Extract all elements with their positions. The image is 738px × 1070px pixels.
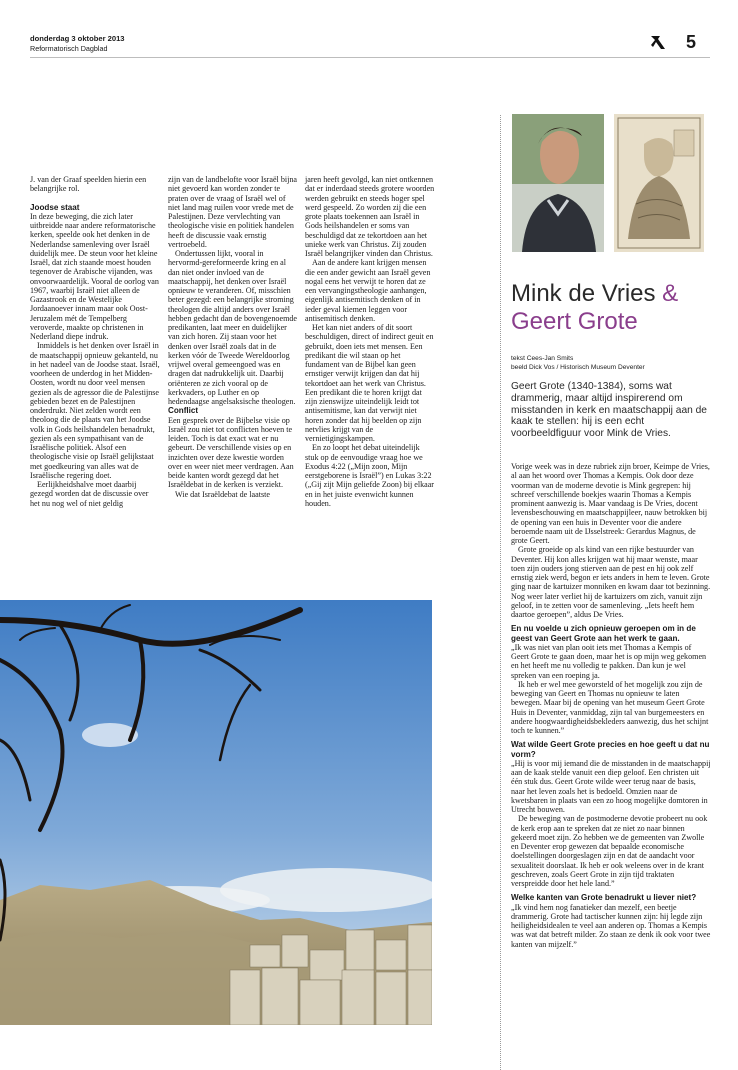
issue-date: donderdag 3 oktober 2013 [30, 34, 125, 43]
title-name-1: Mink de Vries [511, 280, 656, 307]
paragraph: Eerlijkheidshalve moet daarbij gezegd worden dat de discussie over het nu nog wel of niet geldig [30, 480, 149, 508]
interview-answer: „Ik was niet van plan ooit iets met Thomas a Kempis of Geert Grote te gaan doen, maar het is op mijn weg gekomen en het heeft me nu volledig te pakken. Dan kun je wel spreken van een roeping ja. [511, 642, 707, 680]
paragraph: jaren heeft gevolgd, kan niet ontkennen dat er inderdaad steeds grotere woorden werden gebruikt en steeds hoger spel werd gespeeld. Zo worden zij die een grote plaats toekennen aan Israël in Gods heilshandelen er soms van beschuldigd dat ze tekortdoen aan het unieke werk van Christus. Zij zouden Israël belangrijker vinden dan Christus. [305, 175, 435, 258]
subheading-conflict: Conflict [168, 406, 199, 416]
paragraph: In deze beweging, die zich later uitbreidde naar andere reformatorische kerken, speelde ook het denken in de Nederlandse samenleving over Israël duidelijk mee. De steun voor het kleine Israël, dat zich staande moest houden tegenover de Arabische vijanden, was onvoorwaardelijk. Vooral de oorlog van 1967, waarbij Israël niet alleen de Gazastrook en de Westelijke Jordaanoever innam maar ook Oost-Jeruzalem mét de Tempelberg veroverde, maakte op christenen in Nederland diepe indruk. [30, 211, 159, 341]
subheading-joodse-staat: Joodse staat [30, 202, 80, 212]
interview-question: Wat wilde Geert Grote precies en hoe geeft u dat nu vorm? [511, 740, 710, 759]
paragraph: En zo loopt het debat uiteindelijk stuk op de eenvoudige vraag hoe we Exodus 4:22 („Mijn zoon, Mijn eerstgeborene is Israël”) en Lukas 3:22 („Gij zijt Mijn geliefde Zoon) bij elkaar en in het juiste evenwicht kunnen houden. [305, 443, 435, 508]
paragraph: Grote groeide op als kind van een rijke bestuurder van Deventer. Hij kon alles krijgen wat hij maar wenste, maar toen zijn ouders jong stierven aan de pest en hij ook zelf ernstig ziek werd, begon er iets anders in hem te leven. Grote ging naar de kartuizer monniken en kwam daar tot bezinning. Nog weer later verliet hij de kartuizers om zich, vanuit zijn geloof, in te zetten voor de samenleving. „Iets heeft hem daartoe geroepen”, aldus De Vries. [511, 545, 711, 619]
interview-answer: De beweging van de postmoderne devotie probeert nu ook de kerk erop aan te spreken dat ze niet zo naar binnen gekeerd moet zijn. Zo hebben we de gemeenten van Zwolle en Deventer erop gewezen dat bepaalde economische doelstellingen doorgeslagen zijn en dat de aandacht voor sexualiteit doorslaat. Ik heb er ook weleens over in de krant geschreven, zoals Geert Grote in zijn tijd traktaten verspreidde door het hele land.” [511, 814, 708, 888]
paragraph: zijn van de landbelofte voor Israël bijna niet gevoerd kan worden zonder te praten over de vraag of Israël wel of niet land mag ruilen voor vrede met de Palestijnen. Deze vervlechting van theologische visie en politiek handelen heeft de discussie vaak ernstig vertroebeld. [168, 175, 298, 249]
jerusalem-landscape-photo [0, 600, 432, 1025]
sidebar-article [511, 462, 711, 949]
page-number: 5 [686, 32, 697, 52]
interview-answer: „Hij is voor mij iemand die de misstanden in de maatschappij aan de kaak stelde vanuit een diep geloof. Een christen uit één stuk dus. Geert Grote wilde weer terug naar de basis, naar het leven zoals het is bedoeld. Omzien naar de kwetsbaren in plaats van een zo hoog mogelijke domtoren in Utrecht bouwen. [511, 758, 711, 814]
paragraph: Wie dat Israëldebat de laatste [175, 489, 270, 499]
article-column-1 [30, 175, 160, 508]
paragraph: Inmiddels is het denken over Israël in de maatschappij opnieuw gekanteld, nu in het nadeel van de Joodse staat. Israël, voorheen de underdog in het Midden-Oosten, wordt nu door veel mensen gezien als de agressor die de Palestijnse gebieden bezet en de Palestijnen onderdrukt. Niet zelden wordt een theoloog die de plaats van het Joodse volk in Gods heilshandelen benadrukt, gezien als een sympathisant van de Israëlische politiek. Alsof een theologische visie op Israël gelijkstaat met goedkeuring van alles wat de Israëlische regering doet. [30, 341, 160, 480]
sidebar-intro: Geert Grote (1340-1384), soms wat drammerig, maar altijd inspirerend om misstanden in kerk en maatschappij aan de kaak te stellen: hij is een echt voorbeeldfiguur voor Mink de Vries. [511, 381, 707, 440]
paragraph: J. van der Graaf speelden hierin een belangrijke rol. [30, 175, 147, 194]
title-ampersand: & [662, 280, 679, 307]
paragraph: Het kan niet anders of dit soort beschuldigen, direct of indirect geuit en gebruikt, doen iets met mensen. Een predikant die wil staan op het fundament van de Bijbel kan geen ernstiger verwijt krijgen dan dat hij tekortdoet aan het werk van Christus. Een predikant die te horen krijgt dat zijn zienswijze uiteindelijk leidt tot antisemitisme, kan dat verwijt niet horen zonder dat hij beelden op zijn netvlies krijgt van de vernietigingskampen. [305, 323, 434, 443]
text-credit: tekst Cees-Jan Smits [511, 355, 574, 362]
interview-question: En nu voelde u zich opnieuw geroepen om in de geest van Geert Grote aan het werk te gaan. [511, 624, 696, 643]
paragraph: Vorige week was in deze rubriek zijn broer, Keimpe de Vries, al aan het woord over Thomas a Kempis. Ook door deze voorman van de moderne devotie is Mink gegrepen: hij schreef verschillende boekjes waarin Thomas a Kempis prominent aanwezig is. Maar vandaag is De Vries, docent levensbeschouwing en maatschappijleer, nauw betrokken bij de opening van een huis in Deventer voor die andere beroemde naam uit de IJsselstreek: Gerardus Magnus, de grote Geert. [511, 462, 710, 545]
interview-answer: Ik heb er wel mee geworsteld of het mogelijk zou zijn de beweging van Geert en Thomas nu opnieuw te laten bewegen. Maar bij de opening van het museum Geert Grote Huis in Deventer, vanmiddag, zijn tal van burgemeesters en andere hoogwaardigheidsbekleders aanwezig, dus het schijnt toch te kunnen.” [511, 679, 709, 735]
sidebar-title [511, 280, 711, 336]
image-credit: beeld Dick Vos / Historisch Museum Deventer [511, 364, 645, 371]
man-portrait-photo [512, 114, 604, 252]
historic-engraving-image [614, 114, 704, 252]
title-name-2: Geert Grote [511, 308, 638, 335]
paragraph: Aan de andere kant krijgen mensen die een ander gewicht aan Israël geven nogal eens het verwijt te horen dat ze een vervangingstheologie aanhangen, eigenlijk antisemitisch denken of in ieder geval kiemen leggen voor antisemitisch denken. [305, 258, 431, 323]
newspaper-name: Reformatorisch Dagblad [30, 44, 108, 53]
paragraph: Ondertussen lijkt, vooral in hervormd-gereformeerde kring en al dan niet onder invloed van de maatschappij, het denken over Israël opnieuw te veranderen. Of, misschien beter gezegd: een belangrijke stroming theologen die altijd anders over Israël hebben gedacht dan de bovengenoemde predikanten, laat meer en duidelijker van zich horen. Zij staan voor het denken over Israël zoals dat in de kerken vóór de Tweede Wereldoorlog vrijwel overal gemeengoed was en dragen dat nadrukkelijk uit. Daarbij oriënteren ze zich vooral op de kerkvaders, op Luther en op hedendaagse angelsaksische theologen. [168, 249, 297, 406]
article-column-3 [305, 175, 435, 508]
interview-question: Welke kanten van Grote benadrukt u liever niet? [511, 893, 697, 903]
interview-answer: „Ik vind hem nog fanatieker dan mezelf, een beetje drammerig. Grote had tactischer kunnen zijn: hij legde zijn heiligheidsidealen te veel aan anderen op. Thomas a Kempis was wat dat betreft milder. Zo staan ze denk ik ook voor twee kanten van mijzelf.” [511, 902, 711, 949]
column-separator [500, 115, 501, 1070]
header-rule [30, 57, 710, 58]
paragraph: Een gesprek over de Bijbelse visie op Israël zou niet tot conflicten hoeven te leiden. Toch is dat exact wat er nu gebeurt. De verschillende visies op en inzichten over deze kwestie worden over en weer niet meer verdragen. Aan beide kanten wordt gezegd dat het Israëldebat in de kerken is verziekt. [168, 415, 294, 490]
arrow-x-logo-icon [648, 32, 668, 52]
article-column-2 [168, 175, 298, 499]
